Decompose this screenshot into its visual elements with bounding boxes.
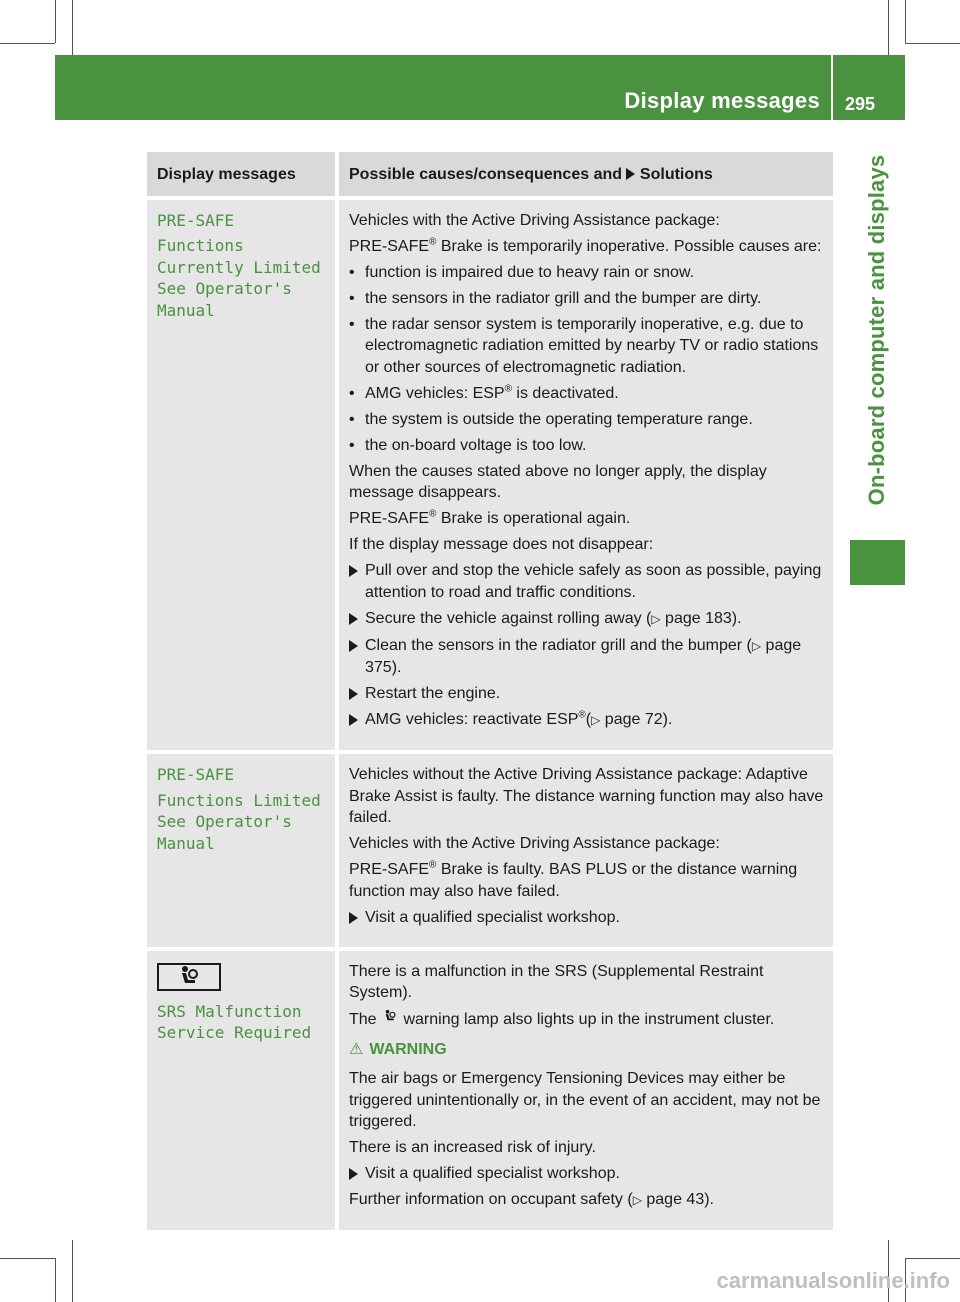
side-tab-label: On-board computer and displays xyxy=(864,154,889,506)
step-text: Restart the engine. xyxy=(365,685,501,702)
paragraph: The air bags or Emergency Tensioning Devices may either be triggered unintentionally or, in the event of an accident, may not be triggered. xyxy=(349,1070,821,1130)
text-span: The xyxy=(349,1011,377,1028)
bullet-text: function is impaired due to heavy rain or snow. xyxy=(365,263,695,281)
registered-mark: ® xyxy=(429,859,437,871)
arrow-icon xyxy=(626,168,635,180)
column-header-messages: Display messages xyxy=(147,152,339,196)
table-row xyxy=(147,196,833,751)
step-text: AMG vehicles: reactivate ESP xyxy=(365,711,579,728)
paragraph: Vehicles with the Active Driving Assistance package: xyxy=(349,835,720,852)
airbag-seat-icon xyxy=(176,965,202,987)
paragraph: If the display message does not disappear: xyxy=(349,536,654,553)
message-cell xyxy=(147,947,339,1231)
arrow-icon xyxy=(349,640,358,652)
causes-cell xyxy=(339,196,833,751)
airbag-warning-icon xyxy=(157,963,221,991)
step-item xyxy=(349,560,825,603)
paragraph xyxy=(349,859,825,902)
arrow-icon xyxy=(349,688,358,700)
side-tab-marker xyxy=(850,540,905,585)
step-item xyxy=(349,709,825,732)
paragraph xyxy=(349,1189,825,1212)
table-header-row xyxy=(147,152,833,196)
table-row xyxy=(147,947,833,1231)
page-ref-icon: ▷ xyxy=(632,1193,642,1207)
arrow-icon xyxy=(349,912,358,924)
registered-mark: ® xyxy=(578,709,586,721)
crop-mark xyxy=(905,1258,960,1259)
warning-icon: ⚠ xyxy=(349,1040,364,1058)
step-item xyxy=(349,608,825,631)
display-message-text: Functions Limited xyxy=(157,790,321,810)
step-text: Pull over and stop the vehicle safely as soon as possible, paying attention to road and traffic conditions. xyxy=(365,562,822,601)
page-title: Display messages xyxy=(624,88,820,113)
table-row xyxy=(147,750,833,947)
text-span: warning lamp also lights up in the instrument cluster. xyxy=(399,1011,775,1028)
column-header-solutions-text: Solutions xyxy=(639,166,713,183)
crop-mark xyxy=(888,0,889,55)
causes-cell xyxy=(339,947,833,1231)
step-text: page 72). xyxy=(600,711,673,728)
display-message-text: PRE-SAFE xyxy=(157,210,235,230)
paragraph: When the causes stated above no longer apply, the display message disappears. xyxy=(349,462,767,501)
bullet-item xyxy=(349,262,825,284)
step-text: ( xyxy=(585,711,592,728)
bullet-text: the system is outside the operating temperature range. xyxy=(365,410,753,428)
bullet-text: the sensors in the radiator grill and the bumper are dirty. xyxy=(365,289,762,307)
text-span: page 43). xyxy=(641,1191,714,1208)
bullet-text: AMG vehicles: ESP xyxy=(365,384,505,402)
crop-mark xyxy=(72,0,73,55)
airbag-seat-icon xyxy=(381,1008,399,1031)
display-message-text: Functions xyxy=(157,236,244,255)
bullet-item xyxy=(349,435,825,457)
text-span: PRE-SAFE xyxy=(349,237,430,255)
registered-mark: ® xyxy=(504,383,512,395)
display-message-text: Manual xyxy=(157,833,215,853)
text-span: Brake is operational again. xyxy=(436,510,631,527)
bullet-item xyxy=(349,314,825,379)
step-item xyxy=(349,907,825,929)
message-cell xyxy=(147,750,339,947)
crop-mark xyxy=(72,1240,73,1302)
text-span: Further information on occupant safety ( xyxy=(349,1191,633,1208)
warning-label: WARNING xyxy=(369,1040,447,1058)
warning-heading xyxy=(349,1039,825,1061)
bullet-text: the on-board voltage is too low. xyxy=(365,436,587,454)
display-messages-table xyxy=(147,152,833,1230)
paragraph xyxy=(349,508,825,530)
page-ref-icon: ▷ xyxy=(751,638,762,653)
display-message-text: PRE-SAFE xyxy=(157,765,235,784)
crop-mark xyxy=(0,1258,55,1259)
arrow-icon xyxy=(349,613,358,625)
watermark: carmanualsonline.info xyxy=(716,1268,950,1293)
bullet-icon: • xyxy=(349,315,355,333)
crop-mark xyxy=(55,1258,56,1302)
step-item xyxy=(349,1163,825,1185)
message-cell xyxy=(147,196,339,751)
page-ref-icon: ▷ xyxy=(591,713,601,727)
bullet-icon: • xyxy=(349,384,355,402)
display-message-text: See Operator's xyxy=(157,279,292,298)
bullet-icon: • xyxy=(349,436,355,454)
display-message-text: Currently Limited xyxy=(157,257,321,277)
paragraph xyxy=(349,236,825,258)
paragraph xyxy=(349,1008,825,1031)
bullet-text: is deactivated. xyxy=(511,384,619,402)
display-message-text: See Operator's xyxy=(157,812,292,831)
bullet-icon: • xyxy=(349,410,355,428)
column-header-causes-text: Possible causes/consequences and xyxy=(349,166,623,183)
page-number: 295 xyxy=(845,94,876,114)
bullet-item xyxy=(349,383,825,405)
step-text: Clean the sensors in the radiator grill and the bumper ( xyxy=(365,636,752,654)
crop-mark xyxy=(55,0,56,43)
column-header-causes xyxy=(339,152,833,196)
display-message-text: Manual xyxy=(157,300,215,320)
arrow-icon xyxy=(349,565,358,577)
text-span: PRE-SAFE xyxy=(349,861,430,878)
registered-mark: ® xyxy=(429,236,437,248)
bullet-text: the radar sensor system is temporarily inoperative, e.g. due to electromagnetic radiation emitted by nearby TV or radio stations or other sources of electromagnetic radiation. xyxy=(365,315,819,376)
paragraph: There is a malfunction in the SRS (Supplemental Restraint System). xyxy=(349,962,764,1001)
crop-mark xyxy=(905,0,906,43)
step-text: page 183). xyxy=(660,609,742,627)
display-message-text: SRS Malfunction xyxy=(157,1001,302,1021)
step-item xyxy=(349,635,825,679)
arrow-icon xyxy=(349,1168,358,1180)
step-text: Secure the vehicle against rolling away ( xyxy=(365,609,652,627)
step-text: page 375). xyxy=(365,636,802,676)
step-text: Visit a qualified specialist workshop. xyxy=(365,908,620,926)
step-text: Visit a qualified specialist workshop. xyxy=(365,1165,620,1182)
text-span: PRE-SAFE xyxy=(349,510,430,527)
paragraph: Vehicles with the Active Driving Assistance package: xyxy=(349,211,720,229)
text-span: Brake is temporarily inoperative. Possible causes are: xyxy=(436,237,822,255)
paragraph: Vehicles without the Active Driving Assistance package: Adaptive Brake Assist is faulty. The distance warning function may also have failed. xyxy=(349,766,824,826)
bullet-icon: • xyxy=(349,263,355,281)
crop-mark xyxy=(905,43,960,44)
crop-mark xyxy=(0,43,55,44)
bullet-item xyxy=(349,288,825,310)
page-ref-icon: ▷ xyxy=(651,611,661,626)
text-span: Brake is faulty. BAS PLUS or the distance warning function may also have failed. xyxy=(349,861,798,900)
step-item xyxy=(349,683,825,705)
header-divider xyxy=(831,55,833,120)
bullet-item xyxy=(349,409,825,431)
paragraph: There is an increased risk of injury. xyxy=(349,1139,596,1156)
arrow-icon xyxy=(349,714,358,726)
bullet-icon: • xyxy=(349,289,355,307)
causes-cell xyxy=(339,750,833,947)
display-message-text: Service Required xyxy=(157,1023,312,1042)
registered-mark: ® xyxy=(429,508,437,520)
